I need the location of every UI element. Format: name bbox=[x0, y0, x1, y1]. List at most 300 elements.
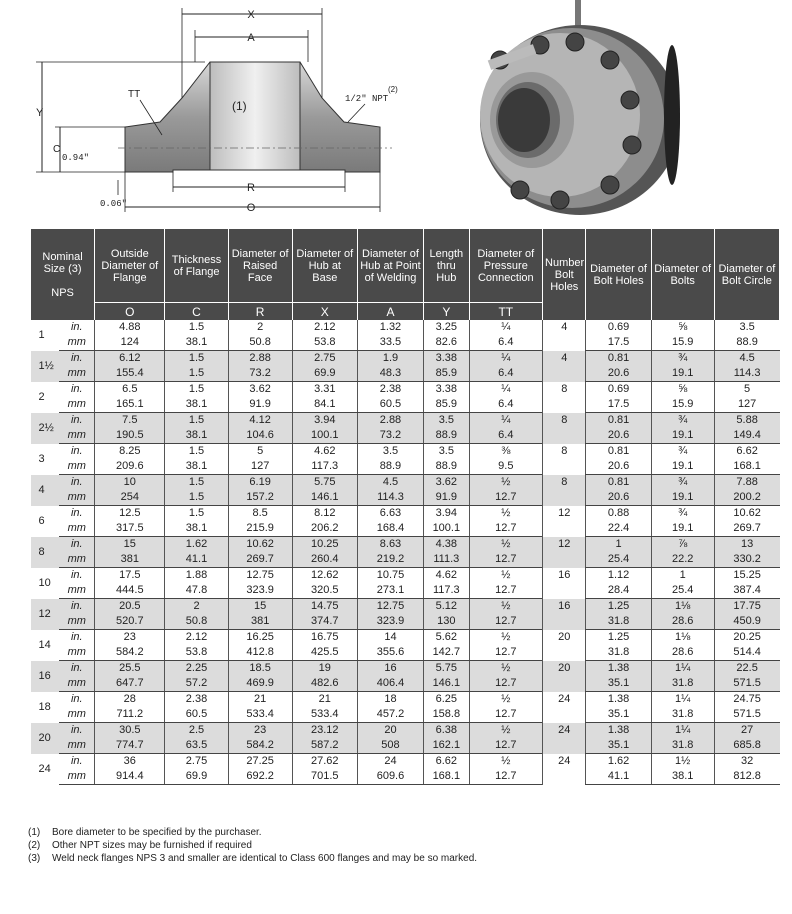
table-cell: 25.4 bbox=[651, 583, 714, 599]
table-cell: 17.5 bbox=[586, 397, 651, 413]
table-cell: 5.62 bbox=[424, 630, 470, 646]
dim-y-label: Y bbox=[36, 107, 44, 119]
table-cell: 1.5 bbox=[165, 506, 228, 522]
table-cell: 85.9 bbox=[424, 397, 470, 413]
table-cell: 381 bbox=[95, 552, 165, 568]
table-row bbox=[31, 676, 780, 692]
table-cell: 88.9 bbox=[424, 459, 470, 475]
table-cell: 1.5 bbox=[165, 351, 228, 367]
table-cell: ½ bbox=[469, 692, 542, 708]
table-cell: 4.5 bbox=[357, 475, 423, 491]
table-cell: 69.9 bbox=[165, 769, 228, 785]
table-cell: 21 bbox=[228, 692, 292, 708]
table-cell: 20.6 bbox=[586, 366, 651, 382]
table-cell: ¼ bbox=[469, 351, 542, 367]
table-cell: 219.2 bbox=[357, 552, 423, 568]
table-cell: 19.1 bbox=[651, 428, 714, 444]
table-cell: 20.5 bbox=[95, 599, 165, 615]
table-cell: ¾ bbox=[651, 351, 714, 367]
table-cell: 22.2 bbox=[651, 552, 714, 568]
dim-o-label: O bbox=[246, 202, 256, 214]
dim-a-label: A bbox=[247, 32, 255, 44]
table-cell: ½ bbox=[469, 537, 542, 553]
table-cell: 6 bbox=[38, 514, 45, 527]
table-cell: 4 bbox=[543, 351, 586, 382]
table-cell: 6.63 bbox=[357, 506, 423, 522]
table-cell: 330.2 bbox=[714, 552, 779, 568]
table-cell: 69.9 bbox=[292, 366, 357, 382]
table-cell: ¾ bbox=[651, 506, 714, 522]
table-cell: 20 bbox=[543, 630, 586, 661]
table-cell: 4 bbox=[543, 320, 586, 351]
column-header: Diameter of Hub at Base bbox=[292, 229, 357, 303]
table-cell: 38.1 bbox=[165, 459, 228, 475]
dim-c-value: 0.94" bbox=[62, 153, 90, 163]
table-cell: in. bbox=[59, 351, 94, 367]
table-cell: 12 bbox=[543, 506, 586, 537]
table-cell: 22.5 bbox=[714, 661, 779, 677]
table-cell: 6.5 bbox=[95, 382, 165, 398]
table-cell: 19.1 bbox=[651, 521, 714, 537]
dim-c-label: C bbox=[53, 144, 61, 155]
table-cell: 1⅛ bbox=[651, 599, 714, 615]
table-cell: 1.38 bbox=[586, 661, 651, 677]
table-cell: mm bbox=[59, 366, 94, 382]
table-cell: 25.5 bbox=[95, 661, 165, 677]
table-cell: 31.8 bbox=[651, 676, 714, 692]
table-cell: 1.38 bbox=[586, 692, 651, 708]
table-cell: in. bbox=[70, 445, 83, 457]
table-cell: in. bbox=[70, 569, 83, 581]
table-cell: 0.69 bbox=[586, 382, 651, 398]
table-cell: 1¼ bbox=[651, 661, 714, 677]
table-cell: 4 bbox=[31, 475, 60, 506]
table-cell: 482.6 bbox=[292, 676, 357, 692]
table-row bbox=[31, 537, 780, 553]
table-cell: 3.5 bbox=[424, 413, 470, 429]
table-cell: 5 bbox=[714, 382, 779, 398]
table-row bbox=[31, 521, 780, 537]
table-cell: 323.9 bbox=[228, 583, 292, 599]
table-cell: 355.6 bbox=[357, 645, 423, 661]
table-cell: 190.5 bbox=[95, 428, 165, 444]
table-cell: 28.6 bbox=[651, 645, 714, 661]
table-cell: 12.7 bbox=[469, 552, 542, 568]
column-symbol: C bbox=[165, 303, 228, 321]
column-header: Diameter of Raised Face bbox=[228, 229, 292, 303]
table-cell: 571.5 bbox=[714, 676, 779, 692]
table-cell: mm bbox=[59, 552, 94, 568]
table-cell: 701.5 bbox=[292, 769, 357, 785]
table-row bbox=[31, 630, 780, 646]
bore-note-label: (1) bbox=[232, 99, 247, 113]
table-row bbox=[31, 506, 780, 522]
table-cell: ½ bbox=[469, 723, 542, 739]
table-row bbox=[31, 366, 780, 382]
table-cell: 31.8 bbox=[586, 614, 651, 630]
table-cell: 571.5 bbox=[714, 707, 779, 723]
table-cell: in. bbox=[70, 383, 83, 395]
table-row bbox=[31, 692, 780, 708]
table-row bbox=[31, 661, 780, 677]
table-cell: 0.69 bbox=[586, 320, 651, 335]
table-cell: ½ bbox=[469, 661, 542, 677]
table-cell: 12 bbox=[543, 537, 586, 568]
table-row bbox=[31, 614, 780, 630]
table-cell: 692.2 bbox=[228, 769, 292, 785]
table-cell: 317.5 bbox=[95, 521, 165, 537]
column-symbol: R bbox=[228, 303, 292, 321]
table-cell: 38.1 bbox=[165, 335, 228, 351]
table-cell: 2 bbox=[165, 599, 228, 615]
table-cell: 8 bbox=[543, 475, 586, 506]
table-cell: 914.4 bbox=[95, 769, 165, 785]
table-cell: 6.62 bbox=[714, 444, 779, 460]
table-cell: 168.1 bbox=[424, 769, 470, 785]
table-cell: 1.38 bbox=[586, 723, 651, 739]
table-cell: 21 bbox=[292, 692, 357, 708]
table-cell: ¼ bbox=[469, 320, 542, 335]
table-cell: 12.7 bbox=[469, 676, 542, 692]
table-cell: 27 bbox=[714, 723, 779, 739]
footnotes bbox=[28, 826, 477, 865]
table-row bbox=[31, 459, 780, 475]
table-cell: 8 bbox=[543, 413, 586, 444]
table-cell: 16 bbox=[543, 568, 586, 599]
table-cell: 12.75 bbox=[228, 568, 292, 584]
table-cell: 15 bbox=[95, 537, 165, 553]
table-cell: mm bbox=[59, 521, 94, 537]
table-cell: 4.38 bbox=[424, 537, 470, 553]
table-cell: 3.5 bbox=[357, 444, 423, 460]
table-cell: 6.12 bbox=[95, 351, 165, 367]
table-cell: 8 bbox=[543, 444, 586, 475]
table-cell: in. bbox=[70, 693, 83, 705]
table-cell: in. bbox=[59, 537, 94, 553]
table-cell: 8.25 bbox=[95, 444, 165, 460]
table-cell: 20 bbox=[357, 723, 423, 739]
table-cell: 6.19 bbox=[228, 475, 292, 491]
npt-label: 1/2" NPT bbox=[345, 94, 389, 104]
table-cell: 0.81 bbox=[586, 475, 651, 491]
table-cell: 17.5 bbox=[95, 568, 165, 584]
table-cell: 0.81 bbox=[586, 351, 651, 367]
table-cell: 254 bbox=[95, 490, 165, 506]
column-header: Diameter of Bolt Circle bbox=[714, 229, 779, 320]
table-cell: mm bbox=[59, 676, 94, 692]
table-cell: 206.2 bbox=[292, 521, 357, 537]
table-cell: 1½ bbox=[651, 754, 714, 770]
table-cell: mm bbox=[59, 707, 94, 723]
table-cell: 508 bbox=[357, 738, 423, 754]
table-cell: 24 bbox=[38, 762, 51, 775]
table-cell: in. bbox=[59, 723, 94, 739]
table-cell: 6.38 bbox=[424, 723, 470, 739]
table-row bbox=[31, 397, 780, 413]
table-cell: 41.1 bbox=[165, 552, 228, 568]
table-cell: 3.38 bbox=[424, 382, 470, 398]
table-cell: 84.1 bbox=[292, 397, 357, 413]
table-cell: 38.1 bbox=[651, 769, 714, 785]
table-row bbox=[31, 335, 780, 351]
table-cell: 450.9 bbox=[714, 614, 779, 630]
table-cell: 16 bbox=[31, 661, 60, 692]
table-cell: 111.3 bbox=[424, 552, 470, 568]
table-cell: 155.4 bbox=[95, 366, 165, 382]
table-cell: mm bbox=[59, 769, 94, 785]
table-cell: 15.25 bbox=[714, 568, 779, 584]
table-cell: 1.32 bbox=[357, 320, 423, 335]
table-cell: 3.5 bbox=[424, 444, 470, 460]
column-symbol: TT bbox=[469, 303, 542, 321]
table-cell: 24 bbox=[543, 692, 586, 723]
table-cell: 8.5 bbox=[228, 506, 292, 522]
table-cell: 1.9 bbox=[357, 351, 423, 367]
table-cell: 273.1 bbox=[357, 583, 423, 599]
table-cell: 24 bbox=[543, 723, 586, 754]
table-cell: 1.88 bbox=[165, 568, 228, 584]
table-cell: 19.1 bbox=[651, 490, 714, 506]
table-cell: 12.7 bbox=[469, 645, 542, 661]
table-cell: 2.75 bbox=[165, 754, 228, 770]
table-cell: 209.6 bbox=[95, 459, 165, 475]
table-cell: 10.62 bbox=[228, 537, 292, 553]
table-cell: 10.75 bbox=[357, 568, 423, 584]
table-cell: 8 bbox=[31, 537, 60, 568]
table-cell: 53.8 bbox=[292, 335, 357, 351]
table-cell: 323.9 bbox=[357, 614, 423, 630]
table-cell: 0.81 bbox=[586, 444, 651, 460]
table-cell: 200.2 bbox=[714, 490, 779, 506]
table-cell: 1.5 bbox=[165, 413, 228, 429]
table-cell: 2 bbox=[38, 390, 45, 403]
table-cell: 1.5 bbox=[165, 320, 228, 335]
table-cell: 157.2 bbox=[228, 490, 292, 506]
table-row bbox=[31, 320, 780, 335]
table-cell: 215.9 bbox=[228, 521, 292, 537]
footnote bbox=[28, 852, 477, 865]
table-cell: 1¼ bbox=[651, 692, 714, 708]
table-cell: 19 bbox=[292, 661, 357, 677]
table-cell: 20.6 bbox=[586, 490, 651, 506]
table-row bbox=[31, 707, 780, 723]
table-cell: 100.1 bbox=[424, 521, 470, 537]
table-cell: 14.75 bbox=[292, 599, 357, 615]
table-cell: 15.9 bbox=[651, 335, 714, 351]
column-symbol: A bbox=[357, 303, 423, 321]
table-cell: 12.7 bbox=[469, 521, 542, 537]
table-cell: in. bbox=[59, 599, 94, 615]
table-cell: 1½ bbox=[31, 351, 60, 382]
table-cell: 374.7 bbox=[292, 614, 357, 630]
table-cell: 10 bbox=[38, 576, 51, 589]
table-cell: 3.62 bbox=[424, 475, 470, 491]
footnote-text: Bore diameter to be specified by the purchaser. bbox=[52, 827, 262, 838]
table-cell: 12.7 bbox=[469, 707, 542, 723]
table-cell: 812.8 bbox=[714, 769, 779, 785]
table-cell: 22.4 bbox=[586, 521, 651, 537]
table-cell: ½ bbox=[469, 599, 542, 615]
table-cell: 412.8 bbox=[228, 645, 292, 661]
table-cell: ¾ bbox=[651, 444, 714, 460]
table-cell: 1.62 bbox=[586, 754, 651, 770]
table-cell: 685.8 bbox=[714, 738, 779, 754]
table-cell: 27.25 bbox=[228, 754, 292, 770]
table-cell: 19.1 bbox=[651, 366, 714, 382]
table-cell: ½ bbox=[469, 506, 542, 522]
table-cell: 2.12 bbox=[165, 630, 228, 646]
table-cell: 23 bbox=[95, 630, 165, 646]
table-cell: 2.38 bbox=[357, 382, 423, 398]
table-cell: ½ bbox=[469, 630, 542, 646]
table-cell: 3.25 bbox=[424, 320, 470, 335]
table-cell: 82.6 bbox=[424, 335, 470, 351]
table-cell: 12 bbox=[31, 599, 60, 630]
flange-section-drawing bbox=[0, 0, 420, 225]
table-row bbox=[31, 552, 780, 568]
table-cell: 127 bbox=[228, 459, 292, 475]
table-cell: 104.6 bbox=[228, 428, 292, 444]
table-row bbox=[31, 723, 780, 739]
table-cell: 1.5 bbox=[165, 444, 228, 460]
table-cell: 1.25 bbox=[586, 630, 651, 646]
table-cell: 5.88 bbox=[714, 413, 779, 429]
table-cell: 12.7 bbox=[469, 583, 542, 599]
table-cell: 1 bbox=[586, 537, 651, 553]
table-cell: 1⅛ bbox=[651, 630, 714, 646]
table-cell: 33.5 bbox=[357, 335, 423, 351]
table-cell: 15.9 bbox=[651, 397, 714, 413]
table-cell: 469.9 bbox=[228, 676, 292, 692]
table-row bbox=[31, 738, 780, 754]
table-cell: 533.4 bbox=[292, 707, 357, 723]
column-header: Diameter of Hub at Point of Welding bbox=[357, 229, 423, 303]
table-cell: 18.5 bbox=[228, 661, 292, 677]
table-cell: 24 bbox=[357, 754, 423, 770]
table-cell: 100.1 bbox=[292, 428, 357, 444]
table-cell: 60.5 bbox=[357, 397, 423, 413]
table-cell: 12.7 bbox=[469, 490, 542, 506]
table-cell: 57.2 bbox=[165, 676, 228, 692]
table-cell: 146.1 bbox=[292, 490, 357, 506]
table-cell: 584.2 bbox=[95, 645, 165, 661]
table-cell: 142.7 bbox=[424, 645, 470, 661]
table-cell: 2 bbox=[228, 320, 292, 335]
table-cell: 50.8 bbox=[165, 614, 228, 630]
table-cell: 20.25 bbox=[714, 630, 779, 646]
table-cell: 20 bbox=[31, 723, 60, 754]
column-header: Diameter of Pressure Connection bbox=[469, 229, 542, 303]
table-cell: 60.5 bbox=[165, 707, 228, 723]
table-cell: 5 bbox=[228, 444, 292, 460]
table-cell: 269.7 bbox=[714, 521, 779, 537]
table-cell: in. bbox=[70, 631, 83, 643]
table-cell: 4.62 bbox=[292, 444, 357, 460]
table-cell: 3.62 bbox=[228, 382, 292, 398]
table-cell: 48.3 bbox=[357, 366, 423, 382]
column-header: Diameter of Bolts bbox=[651, 229, 714, 320]
table-row bbox=[31, 351, 780, 367]
table-row bbox=[31, 413, 780, 429]
table-cell: ⅝ bbox=[651, 382, 714, 398]
column-header: Number Bolt Holes bbox=[543, 229, 586, 320]
table-cell: 2.5 bbox=[165, 723, 228, 739]
table-cell: 16.25 bbox=[228, 630, 292, 646]
table-cell: 1.62 bbox=[165, 537, 228, 553]
tt-label: TT bbox=[128, 89, 141, 100]
table-cell: 165.1 bbox=[95, 397, 165, 413]
table-cell: 2½ bbox=[31, 413, 60, 444]
table-cell: 269.7 bbox=[228, 552, 292, 568]
npt-note: (2) bbox=[388, 85, 398, 94]
table-cell: 124 bbox=[95, 335, 165, 351]
table-cell: 2.88 bbox=[228, 351, 292, 367]
footnote-text: Weld neck flanges NPS 3 and smaller are identical to Class 600 flanges and may be so marked. bbox=[52, 853, 478, 864]
footnote bbox=[28, 839, 477, 852]
table-cell: 24 bbox=[543, 754, 586, 785]
table-cell: 88.9 bbox=[357, 459, 423, 475]
table-cell: 2.75 bbox=[292, 351, 357, 367]
table-cell: 533.4 bbox=[228, 707, 292, 723]
table-cell: in. bbox=[70, 507, 83, 519]
table-row bbox=[31, 599, 780, 615]
table-cell: 88.9 bbox=[424, 428, 470, 444]
table-cell: ½ bbox=[469, 568, 542, 584]
table-row bbox=[31, 583, 780, 599]
table-cell: 127 bbox=[714, 397, 779, 413]
table-cell: 28 bbox=[95, 692, 165, 708]
table-cell: ⅝ bbox=[651, 320, 714, 335]
table-cell: 14 bbox=[38, 638, 51, 651]
table-cell: 114.3 bbox=[357, 490, 423, 506]
table-cell: ⅜ bbox=[469, 444, 542, 460]
table-cell: 4.5 bbox=[714, 351, 779, 367]
table-cell: ½ bbox=[469, 754, 542, 770]
table-row bbox=[31, 382, 780, 398]
table-cell: 1.5 bbox=[165, 490, 228, 506]
table-cell: 2.12 bbox=[292, 320, 357, 335]
table-cell: 4.88 bbox=[95, 320, 165, 335]
table-cell: 3.5 bbox=[714, 320, 779, 335]
table-cell: 5.12 bbox=[424, 599, 470, 615]
table-cell: 1 bbox=[38, 328, 45, 341]
table-cell: 320.5 bbox=[292, 583, 357, 599]
table-cell: 12.7 bbox=[469, 769, 542, 785]
table-cell: 6.4 bbox=[469, 428, 542, 444]
table-cell: 91.9 bbox=[424, 490, 470, 506]
table-cell: 47.8 bbox=[165, 583, 228, 599]
table-cell: mm bbox=[59, 738, 94, 754]
flange-dimensions-table bbox=[30, 229, 780, 785]
dim-x-label: X bbox=[247, 9, 255, 21]
table-cell: 444.5 bbox=[95, 583, 165, 599]
table-row bbox=[31, 428, 780, 444]
table-cell: 3.31 bbox=[292, 382, 357, 398]
table-cell: 17.75 bbox=[714, 599, 779, 615]
table-cell: 146.1 bbox=[424, 676, 470, 692]
table-cell: 7.5 bbox=[95, 413, 165, 429]
table-cell: 6.4 bbox=[469, 397, 542, 413]
footnote-number: (2) bbox=[28, 840, 41, 851]
table-cell: 3.38 bbox=[424, 351, 470, 367]
column-header: Nominal Size (3) NPS bbox=[31, 229, 95, 320]
table-cell: 15 bbox=[228, 599, 292, 615]
table-cell: 14 bbox=[357, 630, 423, 646]
table-row bbox=[31, 475, 780, 491]
table-cell: 0.81 bbox=[586, 413, 651, 429]
table-cell: mm bbox=[59, 459, 94, 475]
table-cell: mm bbox=[59, 397, 94, 413]
